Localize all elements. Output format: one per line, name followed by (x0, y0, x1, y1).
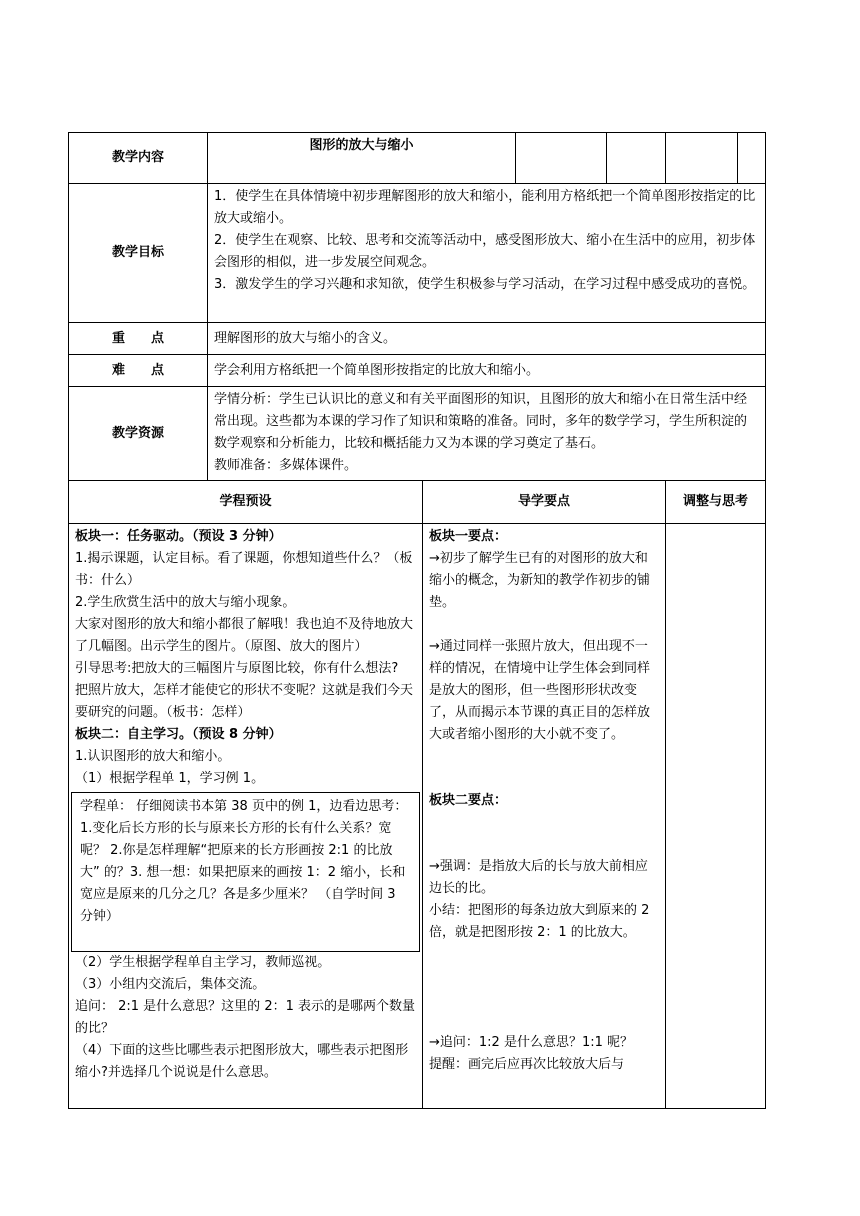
header-guidance: 导学要点 (423, 481, 666, 524)
process-text: （2）学生根据学程单自主学习，教师巡视。 (75, 955, 331, 970)
guidance-text: 小结：把图形的每条边放大到原来的 2 倍，就是把图形按 2：1 的比放大。 (429, 903, 650, 940)
resources-analysis: 学情分析：学生已认识比的意义和有关平面图形的知识，且图形的放大和缩小在日常生活中经常出现。这些都为本课的学习作了知识和策略的准备。同时，多年的数学学习，学生所积淀的数学观察和分析能力，比较和概括能力又为本课的学习奠定了基石。 (214, 392, 748, 451)
section-2-title: 板块二：自主学习。（预设 8 分钟） (75, 727, 282, 742)
objectives-text (208, 184, 766, 323)
empty-cell (666, 133, 738, 184)
key-point-text: 理解图形的放大与缩小的含义。 (208, 323, 766, 355)
worksheet-box: 学程单： 仔细阅读书本第 38 页中的例 1，边看边思考：1.变化后长方形的长与原来长方形的长有什么关系？宽呢？ 2.你是怎样理解“把原来的长方形画按 2:1 的比放大” 的？3. 想一想：如果把原来的画按 1：2 缩小，长和宽应是原来的几分之几？各是多少厘米？ （自学时间 3 分钟） (71, 792, 420, 952)
row-content (69, 133, 766, 184)
difficulty-text: 学会利用方格纸把一个简单图形按指定的比放大和缩小。 (208, 355, 766, 387)
guidance-text: →通过同样一张照片放大，但出现不一样的情况，在情境中让学生体会到同样是放大的图形，但一些图形形状改变了，从而揭示本节课的真正目的怎样放大或者缩小图形的大小就不变了。 (429, 639, 651, 742)
objective-1: 1．使学生在具体情境中初步理解图形的放大和缩小，能利用方格纸把一个简单图形按指定的比放大或缩小。 (214, 189, 756, 226)
row-section-headers (69, 481, 766, 524)
process-text: 把照片放大，怎样才能使它的形状不变呢？这就是我们今天要研究的问题。（板书：怎样） (75, 683, 414, 720)
spacer (429, 746, 659, 790)
process-text: 1.揭示课题，认定目标。看了课题，你想知道些什么？（板书：什么） (75, 551, 413, 588)
row-key-point (69, 323, 766, 355)
lesson-plan-table (68, 132, 766, 1109)
empty-cell (607, 133, 666, 184)
process-text: （1）根据学程单 1，学习例 1。 (75, 771, 265, 786)
process-text: 2.学生欣赏生活中的放大与缩小现象。 (75, 595, 296, 610)
guidance-section-1-title: 板块一要点： (429, 529, 508, 544)
resources-prep: 教师准备：多媒体课件。 (214, 458, 358, 473)
guidance-text: 提醒：画完后应再次比较放大后与 (429, 1057, 625, 1072)
row-resources (69, 387, 766, 481)
label-objectives: 教学目标 (69, 184, 208, 323)
process-text: 1.认识图形的放大和缩小。 (75, 749, 231, 764)
empty-cell (516, 133, 607, 184)
spacer (429, 944, 659, 1032)
label-key-point: 重点 (69, 323, 208, 355)
row-difficulty (69, 355, 766, 387)
label-content: 教学内容 (69, 133, 208, 184)
process-text: 追问： 2:1 是什么意思？这里的 2：1 表示的是哪两个数量的比？ (75, 999, 415, 1036)
objective-2: 2．使学生在观察、比较、思考和交流等活动中，感受图形放大、缩小在生活中的应用，初步体会图形的相似，进一步发展空间观念。 (214, 233, 756, 270)
guidance-text: →强调：是指放大后的长与放大前相应边长的比。 (429, 859, 648, 896)
objective-3: 3．激发学生的学习兴趣和求知欲，使学生积极参与学习活动，在学习过程中感受成功的喜悦。 (214, 277, 756, 292)
spacer (429, 812, 659, 856)
process-column (69, 524, 423, 1109)
resources-text (208, 387, 766, 481)
header-reflection: 调整与思考 (666, 481, 766, 524)
label-difficulty: 难点 (69, 355, 208, 387)
guidance-section-2-title: 板块二要点： (429, 793, 508, 808)
guidance-column (423, 524, 666, 1109)
process-text: 引导思考:把放大的三幅图片与原图比较，你有什么想法? (75, 661, 399, 676)
label-resources: 教学资源 (69, 387, 208, 481)
guidance-text: →初步了解学生已有的对图形的放大和缩小的概念，为新知的教学作初步的铺垫。 (429, 551, 651, 610)
lesson-title: 图形的放大与缩小 (208, 133, 516, 184)
process-text: （3）小组内交流后，集体交流。 (75, 977, 266, 992)
row-objectives (69, 184, 766, 323)
spacer (429, 614, 659, 636)
header-process: 学程预设 (69, 481, 423, 524)
guidance-text: →追问：1:2 是什么意思？1:1 呢？ (429, 1035, 634, 1050)
process-text: （4）下面的这些比哪些表示把图形放大，哪些表示把图形缩小?并选择几个说说是什么意思。 (75, 1043, 409, 1080)
row-lesson-body (69, 524, 766, 1109)
section-1-title: 板块一：任务驱动。（预设 3 分钟） (75, 529, 282, 544)
empty-cell (738, 133, 766, 184)
process-text: 大家对图形的放大和缩小都很了解哦！我也迫不及待地放大了几幅图。出示学生的图片。（原图、放大的图片） (75, 617, 414, 654)
reflection-column (666, 524, 766, 1109)
